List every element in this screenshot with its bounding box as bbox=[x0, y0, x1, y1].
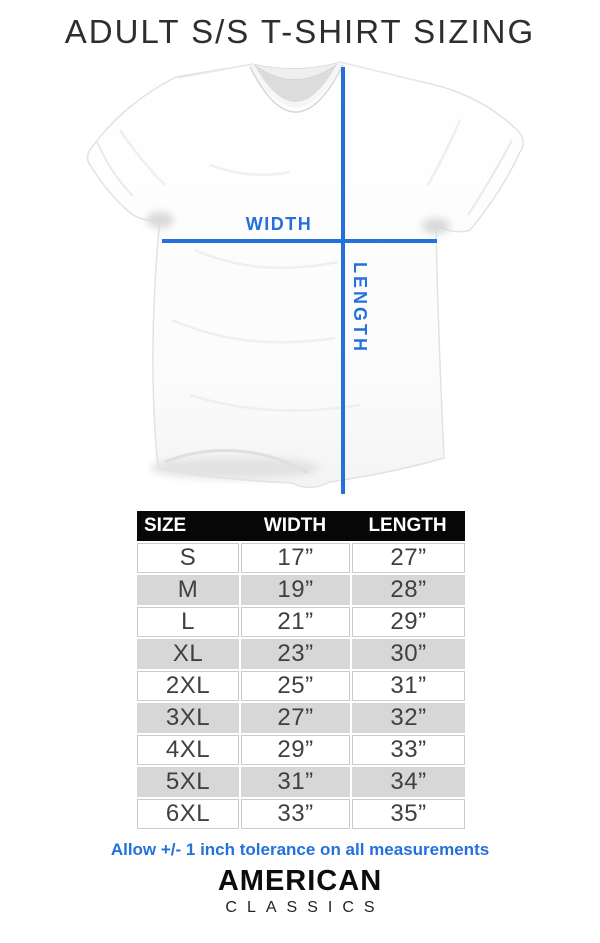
table-cell: 21” bbox=[241, 607, 350, 637]
table-cell: 31” bbox=[352, 671, 465, 701]
table-cell: 25” bbox=[241, 671, 350, 701]
table-cell: XL bbox=[137, 639, 239, 669]
table-cell: 2XL bbox=[137, 671, 239, 701]
table-cell: 27” bbox=[241, 703, 350, 733]
size-table-header bbox=[137, 511, 465, 541]
table-cell: 23” bbox=[241, 639, 350, 669]
header-cell-width: WIDTH bbox=[263, 515, 327, 536]
header-cell-size: SIZE bbox=[144, 515, 187, 536]
table-cell: L bbox=[137, 607, 239, 637]
table-cell: 27” bbox=[352, 543, 465, 573]
page-title: ADULT S/S T-SHIRT SIZING bbox=[64, 13, 536, 50]
brand-subname: CLASSICS bbox=[225, 899, 385, 916]
table-cell: 31” bbox=[241, 767, 350, 797]
table-cell: 33” bbox=[352, 735, 465, 765]
table-cell: 32” bbox=[352, 703, 465, 733]
tolerance-note: Allow +/- 1 inch tolerance on all measurements bbox=[110, 840, 490, 859]
underarm-shadow-right bbox=[422, 218, 450, 234]
length-label: LENGTH bbox=[350, 262, 370, 354]
table-cell: 33” bbox=[241, 799, 350, 829]
table-cell: 28” bbox=[352, 575, 465, 605]
table-cell: 29” bbox=[241, 735, 350, 765]
size-table bbox=[137, 511, 465, 829]
underarm-shadow-left bbox=[146, 212, 174, 228]
table-cell: 3XL bbox=[137, 703, 239, 733]
table-cell: M bbox=[137, 575, 239, 605]
table-cell: S bbox=[137, 543, 239, 573]
table-cell: 17” bbox=[241, 543, 350, 573]
size-table-body bbox=[137, 543, 465, 829]
table-cell: 5XL bbox=[137, 767, 239, 797]
table-cell: 4XL bbox=[137, 735, 239, 765]
table-cell: 34” bbox=[352, 767, 465, 797]
length-measure-line bbox=[341, 67, 345, 494]
width-label: WIDTH bbox=[245, 214, 313, 234]
table-cell: 29” bbox=[352, 607, 465, 637]
brand-name: AMERICAN bbox=[217, 865, 383, 897]
brand-logo bbox=[0, 865, 600, 918]
hem-fold-shadow bbox=[150, 457, 320, 479]
table-cell: 19” bbox=[241, 575, 350, 605]
table-cell: 6XL bbox=[137, 799, 239, 829]
table-cell: 30” bbox=[352, 639, 465, 669]
table-cell: 35” bbox=[352, 799, 465, 829]
width-measure-line bbox=[162, 239, 437, 243]
header-cell-length: LENGTH bbox=[368, 515, 447, 536]
